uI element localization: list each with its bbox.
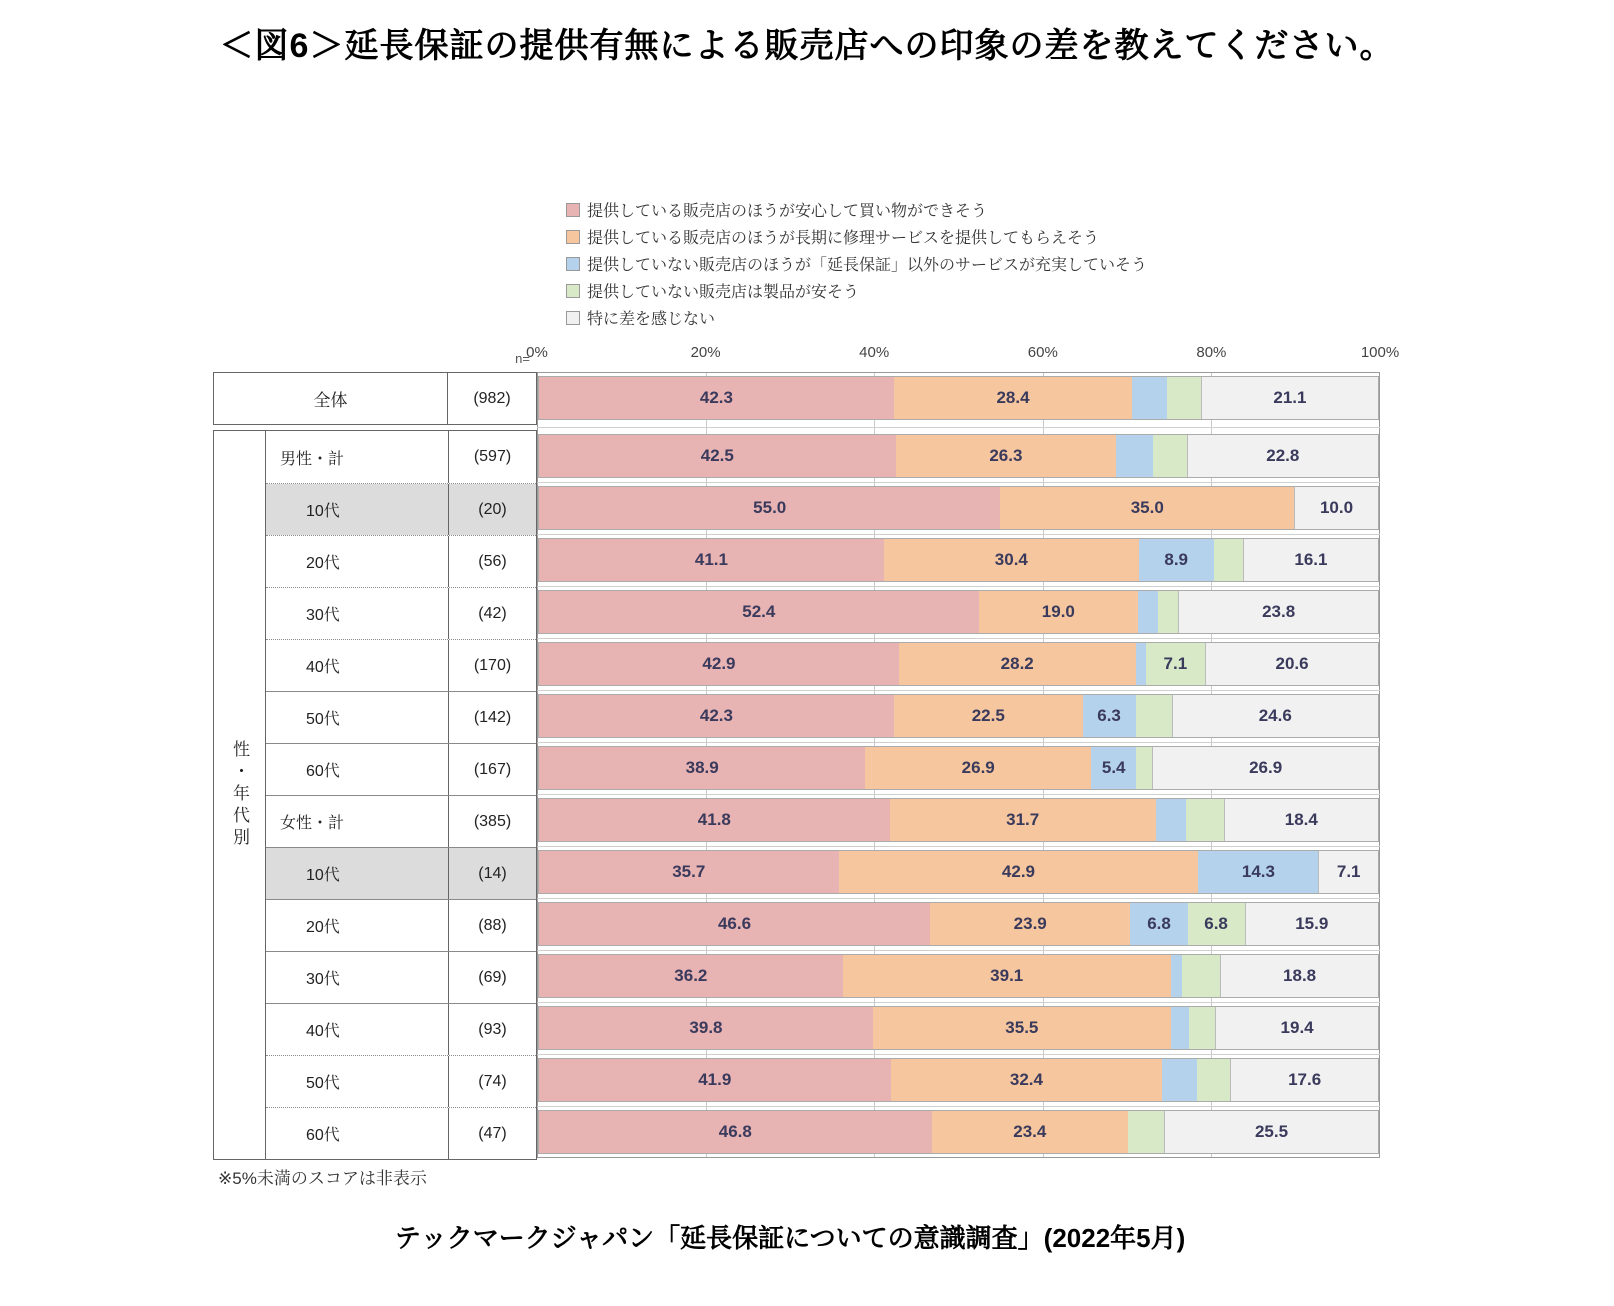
bar-segment-3 (1136, 747, 1152, 789)
table-row (266, 431, 536, 483)
bar-segment-4: 10.0 (1294, 487, 1378, 529)
bar-segment-1: 23.9 (930, 903, 1131, 945)
bar-segment-0: 39.8 (539, 1007, 873, 1049)
bar-segment-1: 28.2 (899, 643, 1136, 685)
row-label: 20代 (266, 900, 448, 951)
stacked-bar-20代-3 (538, 538, 1379, 582)
bar-segment-1: 32.4 (891, 1059, 1163, 1101)
table-row (266, 847, 536, 899)
chart-row-separator (537, 427, 1380, 428)
row-n-value: (88) (448, 900, 536, 951)
row-label: 男性・計 (266, 431, 448, 483)
row-label: 60代 (266, 1108, 448, 1159)
chart-row-separator (537, 950, 1380, 951)
bar-segment-2 (1116, 435, 1153, 477)
bar-segment-2 (1171, 955, 1183, 997)
row-label: 30代 (266, 588, 448, 639)
bar-segment-0: 36.2 (539, 955, 843, 997)
row-label: 40代 (266, 640, 448, 691)
stacked-bar-50代-6 (538, 694, 1379, 738)
bar-segment-1: 30.4 (884, 539, 1139, 581)
chart-row-separator (537, 794, 1380, 795)
row-label: 40代 (266, 1004, 448, 1055)
table-row (266, 1003, 536, 1055)
bar-segment-1: 42.9 (839, 851, 1199, 893)
bar-segment-4: 22.8 (1187, 435, 1378, 477)
table-row (266, 639, 536, 691)
bar-segment-1: 23.4 (932, 1111, 1128, 1153)
stacked-bar-50代-13 (538, 1058, 1379, 1102)
stacked-bar-男性・計-1 (538, 434, 1379, 478)
bar-segment-1: 31.7 (890, 799, 1156, 841)
bar-segment-1: 19.0 (979, 591, 1138, 633)
bar-segment-2 (1136, 643, 1146, 685)
row-n-value: (170) (448, 640, 536, 691)
bar-segment-4: 18.8 (1220, 955, 1378, 997)
bar-segment-2: 8.9 (1139, 539, 1214, 581)
bar-segment-2 (1171, 1007, 1189, 1049)
bar-segment-3 (1197, 1059, 1231, 1101)
bar-segment-0: 41.9 (539, 1059, 891, 1101)
row-label: 50代 (266, 1056, 448, 1107)
legend-swatch-0 (566, 203, 580, 217)
axis-tick-label: 0% (526, 344, 548, 361)
bar-segment-3 (1189, 1007, 1215, 1049)
bar-segment-0: 42.3 (539, 377, 894, 419)
table-row (266, 951, 536, 1003)
group-rows-box (213, 430, 537, 1160)
bar-segment-3: 7.1 (1146, 643, 1206, 685)
bar-segment-1: 26.9 (865, 747, 1091, 789)
legend-item (566, 196, 1147, 223)
bar-segment-0: 41.1 (539, 539, 884, 581)
legend-label: 提供している販売店のほうが長期に修理サービスを提供してもらえそう (587, 230, 1100, 247)
bar-segment-4: 7.1 (1318, 851, 1378, 893)
stacked-bar-女性・計-8 (538, 798, 1379, 842)
chart-row-separator (537, 898, 1380, 899)
bar-segment-0: 42.9 (539, 643, 899, 685)
table-row (266, 691, 536, 743)
table-row (266, 795, 536, 847)
bar-segment-4: 21.1 (1201, 377, 1378, 419)
row-label: 女性・計 (266, 796, 448, 847)
bar-segment-4: 26.9 (1152, 747, 1378, 789)
row-n-value: (597) (448, 431, 536, 483)
row-label: 50代 (266, 692, 448, 743)
table-row (266, 483, 536, 535)
chart-row-separator (537, 1054, 1380, 1055)
overall-row-n: (982) (473, 389, 511, 407)
row-n-value: (69) (448, 952, 536, 1003)
axis-tick-label: 100% (1360, 344, 1400, 361)
bar-segment-4: 18.4 (1224, 799, 1378, 841)
bar-segment-0: 42.3 (539, 695, 894, 737)
bar-segment-4: 24.6 (1172, 695, 1378, 737)
bar-segment-0: 52.4 (539, 591, 979, 633)
legend-item (566, 223, 1147, 250)
bar-segment-2 (1138, 591, 1158, 633)
bar-segment-2 (1132, 377, 1166, 419)
bar-segment-3: 6.8 (1188, 903, 1245, 945)
bar-segment-3 (1182, 955, 1220, 997)
table-row (266, 1055, 536, 1107)
bar-segment-4: 25.5 (1164, 1111, 1378, 1153)
chart-row-separator (537, 638, 1380, 639)
bar-segment-2 (1162, 1059, 1196, 1101)
chart-table (213, 372, 1380, 1158)
row-n-value: (385) (448, 796, 536, 847)
bar-segment-1: 28.4 (894, 377, 1132, 419)
row-n-value: (93) (448, 1004, 536, 1055)
row-n-value: (56) (448, 536, 536, 587)
axis-tick-label: 80% (1196, 344, 1227, 361)
group-axis-label: 性・年代別 (230, 740, 249, 850)
row-n-value: (47) (448, 1108, 536, 1159)
table-row (266, 1107, 536, 1159)
bar-segment-0: 46.6 (539, 903, 930, 945)
chart-row-separator (537, 690, 1380, 691)
row-n-value: (142) (448, 692, 536, 743)
bar-segment-1: 22.5 (894, 695, 1083, 737)
stacked-bar-40代-5 (538, 642, 1379, 686)
bar-segment-3 (1128, 1111, 1164, 1153)
bar-segment-1: 35.5 (873, 1007, 1171, 1049)
legend-label: 特に差を感じない (587, 311, 716, 328)
stacked-bar-60代-14 (538, 1110, 1379, 1154)
chart-row-separator (537, 846, 1380, 847)
stacked-bar-10代-9 (538, 850, 1379, 894)
bar-segment-2: 6.8 (1130, 903, 1187, 945)
row-label: 20代 (266, 536, 448, 587)
bar-segment-0: 46.8 (539, 1111, 932, 1153)
bar-segment-4: 23.8 (1178, 591, 1378, 633)
row-n-value: (20) (448, 484, 536, 535)
table-row (266, 743, 536, 795)
bar-segment-0: 38.9 (539, 747, 865, 789)
bar-segment-3 (1136, 695, 1172, 737)
bar-segment-2 (1156, 799, 1186, 841)
bar-segment-4: 17.6 (1230, 1059, 1378, 1101)
row-label: 30代 (266, 952, 448, 1003)
bar-segment-3 (1153, 435, 1187, 477)
bar-segment-3 (1158, 591, 1178, 633)
bar-segment-0: 42.5 (539, 435, 896, 477)
bar-segment-0: 55.0 (539, 487, 1000, 529)
overall-row-header (213, 372, 537, 425)
chart-row-separator (537, 1106, 1380, 1107)
bar-segment-1: 35.0 (1000, 487, 1294, 529)
stacked-bar-60代-7 (538, 746, 1379, 790)
row-label: 10代 (266, 484, 448, 535)
legend-swatch-4 (566, 311, 580, 325)
chart-row-separator (537, 1002, 1380, 1003)
row-n-value: (74) (448, 1056, 536, 1107)
legend-swatch-3 (566, 284, 580, 298)
chart-row-separator (537, 534, 1380, 535)
row-label-column (266, 431, 536, 1159)
row-label: 10代 (266, 848, 448, 899)
legend-label: 提供している販売店のほうが安心して買い物ができそう (587, 203, 988, 220)
group-axis-cell (214, 431, 266, 1159)
bar-segment-4: 20.6 (1205, 643, 1378, 685)
table-row (266, 587, 536, 639)
table-row (266, 899, 536, 951)
stacked-bar-40代-12 (538, 1006, 1379, 1050)
bar-segment-4: 19.4 (1215, 1007, 1378, 1049)
row-n-value: (14) (448, 848, 536, 899)
legend-swatch-2 (566, 257, 580, 271)
stacked-bar-20代-10 (538, 902, 1379, 946)
bar-segment-4: 15.9 (1245, 903, 1378, 945)
axis-tick-label: 40% (859, 344, 890, 361)
chart-legend (566, 196, 1147, 331)
footnote: ※5%未満のスコアは非表示 (218, 1169, 427, 1188)
figure-title: ＜図6＞延長保証の提供有無による販売店への印象の差を教えてください。 (219, 27, 1395, 65)
bar-segment-1: 26.3 (896, 435, 1117, 477)
row-n-value: (167) (448, 744, 536, 795)
legend-swatch-1 (566, 230, 580, 244)
chart-row-separator (537, 586, 1380, 587)
bar-segment-0: 41.8 (539, 799, 890, 841)
bar-segment-2: 6.3 (1083, 695, 1136, 737)
legend-item (566, 250, 1147, 277)
n-equals-label: n= (515, 351, 530, 366)
source-caption: テックマークジャパン「延長保証についての意識調査」(2022年5月) (394, 1223, 1186, 1253)
bar-segment-3 (1186, 799, 1224, 841)
legend-label: 提供していない販売店は製品が安そう (587, 284, 860, 301)
legend-item (566, 304, 1147, 331)
axis-tick-label: 20% (690, 344, 721, 361)
overall-row-label: 全体 (214, 373, 448, 424)
bar-segment-3 (1167, 377, 1201, 419)
bar-segment-4: 16.1 (1243, 539, 1378, 581)
legend-label: 提供していない販売店のほうが「延長保証」以外のサービスが充実していそう (587, 257, 1148, 274)
bar-segment-2: 5.4 (1091, 747, 1136, 789)
row-n-value: (42) (448, 588, 536, 639)
stacked-bar-30代-11 (538, 954, 1379, 998)
bar-segment-3 (1214, 539, 1243, 581)
axis-tick-label: 60% (1027, 344, 1058, 361)
bar-segment-0: 35.7 (539, 851, 839, 893)
stacked-bar-10代-2 (538, 486, 1379, 530)
chart-row-separator (537, 482, 1380, 483)
stacked-bar-全体-0 (538, 376, 1379, 420)
table-row (266, 535, 536, 587)
stacked-bar-30代-4 (538, 590, 1379, 634)
chart-row-separator (537, 742, 1380, 743)
bar-segment-2: 14.3 (1198, 851, 1318, 893)
bar-segment-1: 39.1 (843, 955, 1171, 997)
legend-item (566, 277, 1147, 304)
row-label: 60代 (266, 744, 448, 795)
